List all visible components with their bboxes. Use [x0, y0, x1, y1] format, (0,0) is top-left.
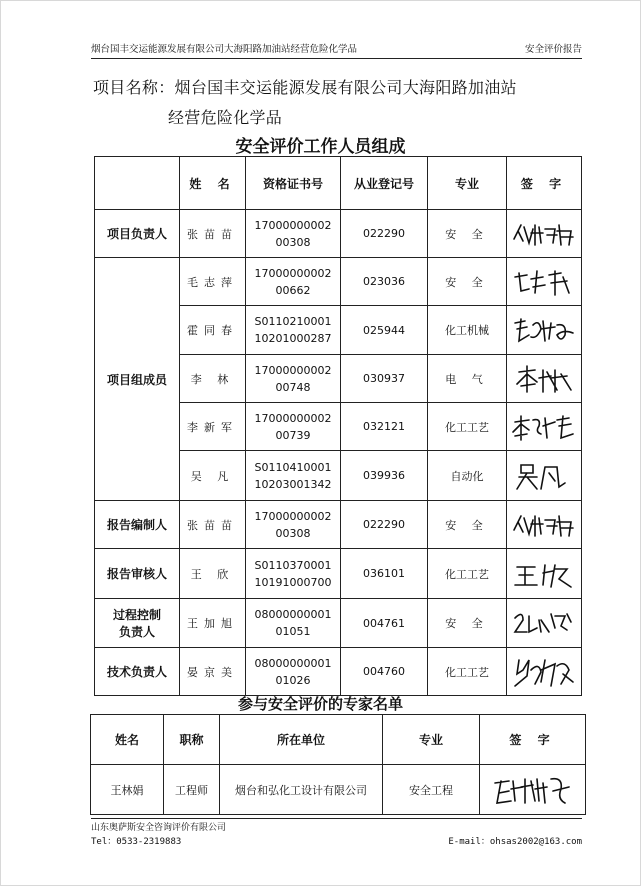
cert-number: 17000000002 00662 — [246, 258, 341, 306]
major: 安 全 — [428, 501, 507, 549]
project-name-line2: 经营危险化学品 — [168, 108, 283, 127]
page-footer — [91, 818, 582, 849]
reg-number: 036101 — [341, 549, 428, 599]
staff-name: 李 林 — [180, 355, 246, 403]
signature-image — [511, 559, 577, 589]
reg-number: 039936 — [341, 451, 428, 501]
table-row — [95, 648, 582, 696]
staff-name: 晏京美 — [180, 648, 246, 696]
staff-name: 王 欣 — [180, 549, 246, 599]
signature-cell — [507, 306, 582, 355]
signature-cell — [507, 258, 582, 306]
header-cell-sign: 签 字 — [480, 715, 586, 765]
expert-table-title: 参与安全评价的专家名单 — [237, 695, 403, 713]
reg-number: 022290 — [341, 210, 428, 258]
major: 化工机械 — [428, 306, 507, 355]
cert-number: 17000000002 00308 — [246, 210, 341, 258]
cert-number: 08000000001 01051 — [246, 599, 341, 648]
signature-image — [511, 315, 577, 345]
reg-number: 025944 — [341, 306, 428, 355]
signature-image — [511, 267, 577, 297]
header-cell-name: 姓名 — [91, 715, 164, 765]
expert-major: 安全工程 — [383, 765, 480, 815]
major: 安 全 — [428, 258, 507, 306]
cert-number: 17000000002 00308 — [246, 501, 341, 549]
header-cell-title: 职称 — [164, 715, 220, 765]
page-header — [91, 41, 582, 59]
footer-email: E-mail：ohsas2002@163.com — [448, 837, 582, 847]
reg-number: 032121 — [341, 403, 428, 451]
staff-name: 霍同春 — [180, 306, 246, 355]
table-row — [95, 549, 582, 599]
staff-name: 张苗苗 — [180, 210, 246, 258]
expert-table — [90, 714, 586, 815]
footer-tel: Tel：0533-2319883 — [91, 837, 182, 847]
staff-name: 张苗苗 — [180, 501, 246, 549]
role-report-reviewer: 报告审核人 — [95, 549, 180, 599]
table-row — [95, 501, 582, 549]
signature-cell — [507, 648, 582, 696]
cert-number: S0110370001 10191000700 — [246, 549, 341, 599]
major: 电 气 — [428, 355, 507, 403]
role-project-leader: 项目负责人 — [95, 210, 180, 258]
table-row — [91, 765, 586, 815]
signature-cell — [507, 403, 582, 451]
header-cell-major: 专业 — [428, 157, 507, 210]
header-report-type: 安全评价报告 — [524, 44, 582, 55]
signature-cell — [507, 599, 582, 648]
table-row — [95, 258, 582, 306]
staff-table-title: 安全评价工作人员组成 — [235, 137, 406, 157]
signature-cell — [507, 549, 582, 599]
major: 化工工艺 — [428, 648, 507, 696]
reg-number: 004761 — [341, 599, 428, 648]
signature-cell — [507, 355, 582, 403]
major: 安 全 — [428, 210, 507, 258]
cert-number: 17000000002 00748 — [246, 355, 341, 403]
staff-name: 李新军 — [180, 403, 246, 451]
project-name: 烟台国丰交运能源发展有限公司大海阳路加油站 — [174, 78, 517, 97]
cert-number: 08000000001 01026 — [246, 648, 341, 696]
table-row — [95, 210, 582, 258]
staff-name: 王加旭 — [180, 599, 246, 648]
table-header-row — [91, 715, 586, 765]
reg-number: 030937 — [341, 355, 428, 403]
role-report-writer: 报告编制人 — [95, 501, 180, 549]
table-row — [95, 599, 582, 648]
expert-title: 工程师 — [164, 765, 220, 815]
signature-image — [511, 608, 577, 638]
header-cell-sign: 签 字 — [507, 157, 582, 210]
staff-name: 毛志萍 — [180, 258, 246, 306]
header-cell-name: 姓 名 — [180, 157, 246, 210]
signature-image — [511, 656, 577, 688]
role-tech-lead: 技术负责人 — [95, 648, 180, 696]
header-cell-cert: 资格证书号 — [246, 157, 341, 210]
table-header-row — [95, 157, 582, 210]
signature-cell — [507, 501, 582, 549]
signature-image — [511, 412, 577, 442]
cert-number: 17000000002 00739 — [246, 403, 341, 451]
reg-number: 023036 — [341, 258, 428, 306]
header-title: 烟台国丰交运能源发展有限公司大海阳路加油站经营危险化学品 — [91, 44, 358, 55]
cert-number: S0110410001 10203001342 — [246, 451, 341, 501]
role-process-control: 过程控制 负责人 — [95, 599, 180, 648]
signature-cell — [507, 451, 582, 501]
major: 自动化 — [428, 451, 507, 501]
footer-contacts — [91, 835, 582, 849]
major: 化工工艺 — [428, 549, 507, 599]
signature-image — [491, 773, 575, 807]
project-label: 项目名称： — [93, 78, 175, 97]
signature-image — [511, 219, 577, 249]
cert-number: S0110210001 10201000287 — [246, 306, 341, 355]
reg-number: 022290 — [341, 501, 428, 549]
signature-cell — [480, 765, 586, 815]
reg-number: 004760 — [341, 648, 428, 696]
role-project-members: 项目组成员 — [95, 258, 180, 501]
header-cell-unit: 所在单位 — [220, 715, 383, 765]
header-cell-major: 专业 — [383, 715, 480, 765]
project-name-line1 — [93, 75, 517, 98]
signature-cell — [507, 210, 582, 258]
major: 安 全 — [428, 599, 507, 648]
footer-company: 山东奥萨斯安全咨询评价有限公司 — [91, 823, 227, 833]
signature-image — [511, 461, 577, 491]
staff-table — [94, 156, 582, 696]
major: 化工工艺 — [428, 403, 507, 451]
expert-unit: 烟台和弘化工设计有限公司 — [220, 765, 383, 815]
signature-image — [511, 364, 577, 394]
header-cell-reg: 从业登记号 — [341, 157, 428, 210]
expert-name: 王林娟 — [91, 765, 164, 815]
signature-image — [511, 510, 577, 540]
staff-name: 吴 凡 — [180, 451, 246, 501]
header-cell-role — [95, 157, 180, 210]
